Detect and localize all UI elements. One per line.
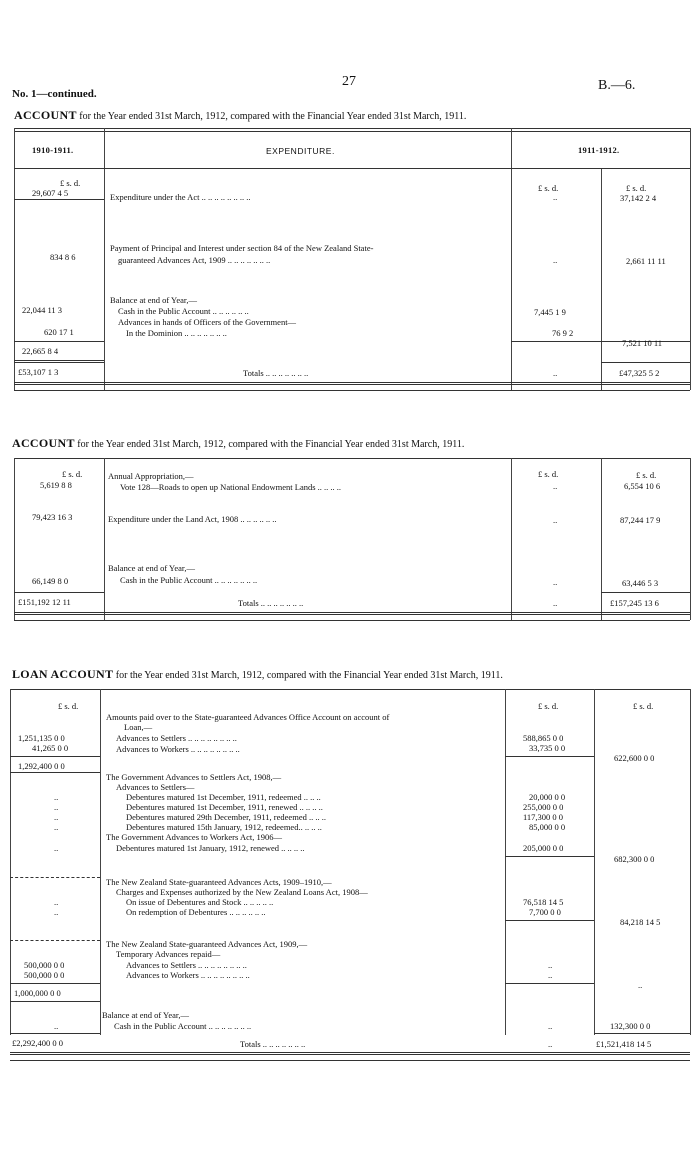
cell-dots: .. [553, 481, 558, 491]
row-text: Advances to Settlers .. .. .. .. .. .. .. .. [126, 960, 247, 970]
section3-title-rest: for the Year ended 31st March, 1912, compared with the Financial Year ended 31st March, 1911. [115, 670, 503, 681]
cell-prev: 79,423 16 3 [32, 512, 73, 522]
row-text: Cash in the Public Account .. .. .. .. .. .. .. [114, 1021, 252, 1031]
row-text: Balance at end of Year,— [102, 1010, 189, 1020]
rule [601, 458, 602, 620]
cell-dots: .. [54, 1021, 59, 1031]
rule [10, 1060, 690, 1061]
row-text: Loan,— [124, 722, 153, 732]
rule [511, 458, 512, 620]
rule [10, 1001, 100, 1002]
row-text: Advances to Workers .. .. .. .. .. .. .. .. [116, 744, 240, 754]
cell-mid: 76 9 2 [552, 328, 574, 338]
total-curr: £47,325 5 2 [619, 368, 660, 378]
currency-unit: £ s. d. [58, 701, 79, 711]
cell-dots: .. [54, 792, 59, 802]
cell-mid: 20,000 0 0 [529, 792, 566, 802]
rule [601, 168, 602, 390]
rule [10, 940, 100, 941]
cell-dots: .. [54, 843, 59, 853]
currency-unit: £ s. d. [62, 469, 83, 479]
rule [594, 689, 595, 1035]
cell-prev: 500,000 0 0 [24, 960, 65, 970]
cell-dots: .. [548, 1039, 553, 1049]
rule [594, 1033, 690, 1034]
row-text: Cash in the Public Account .. .. .. .. .. .. .. [120, 575, 258, 585]
cell-prev: 1,000,000 0 0 [14, 988, 61, 998]
row-text: Cash in the Public Account .. .. .. .. .. .. [118, 306, 249, 316]
series-reference: B.—6. [598, 78, 636, 93]
col-header-1910: 1910-1911. [32, 145, 74, 155]
row-text: Advances to Settlers .. .. .. .. .. .. .. .. [116, 733, 237, 743]
cell-curr: 132,300 0 0 [610, 1021, 651, 1031]
section3-title [12, 667, 503, 682]
total-label: Totals .. .. .. .. .. .. .. [240, 1039, 306, 1049]
cell-mid: 76,518 14 5 [523, 897, 564, 907]
total-prev: £2,292,400 0 0 [12, 1038, 63, 1048]
cell-dots: .. [553, 368, 558, 378]
rule [14, 592, 104, 593]
rule [10, 756, 100, 757]
rule [14, 362, 104, 363]
cell-mid: 85,000 0 0 [529, 822, 566, 832]
rule [601, 362, 690, 363]
section3-title-lead: LOAN ACCOUNT [12, 667, 114, 681]
rule [10, 1052, 690, 1055]
currency-unit: £ s. d. [538, 701, 559, 711]
total-label: Totals .. .. .. .. .. .. .. [238, 598, 304, 608]
rule [505, 983, 594, 984]
cell-prev: 1,292,400 0 0 [18, 761, 65, 771]
currency-unit: £ s. d. [538, 469, 559, 479]
row-text: On redemption of Debentures .. .. .. .. .. .. [126, 907, 266, 917]
cell-dots: .. [54, 822, 59, 832]
row-text: The New Zealand State-guaranteed Advances Act, 1909,— [106, 939, 308, 949]
row-text: Vote 128—Roads to open up National Endowment Lands .. .. .. .. [120, 482, 342, 492]
section2-title-rest: for the Year ended 31st March, 1912, compared with the Financial Year ended 31st March, 1911. [77, 439, 465, 450]
rule [10, 689, 690, 690]
rule [511, 341, 690, 342]
row-text: Annual Appropriation,— [108, 471, 194, 481]
cell-dots: .. [553, 515, 558, 525]
cell-dots: .. [553, 598, 558, 608]
row-text: Balance at end of Year,— [110, 295, 197, 305]
cell-mid: 588,865 0 0 [523, 733, 564, 743]
row-text: Temporary Advances repaid— [116, 949, 221, 959]
row-text: On issue of Debentures and Stock .. .. .. .. .. [126, 897, 274, 907]
row-text: The New Zealand State-guaranteed Advances Acts, 1909–1910,— [106, 877, 332, 887]
row-text: Debentures matured 1st December, 1911, renewed .. .. .. .. [126, 802, 323, 812]
rule [14, 128, 690, 129]
row-text: Payment of Principal and Interest under section 84 of the New Zealand State- [110, 243, 374, 253]
col-header-expenditure: EXPENDITURE. [266, 146, 335, 156]
cell-mid: 7,700 0 0 [529, 907, 561, 917]
rule [690, 458, 691, 620]
cell-prev: 66,149 8 0 [32, 576, 69, 586]
currency-unit: £ s. d. [60, 178, 81, 188]
cell-curr: 622,600 0 0 [614, 753, 655, 763]
cell-dots: .. [553, 192, 558, 202]
cell-curr: 84,218 14 5 [620, 917, 661, 927]
currency-unit: £ s. d. [636, 470, 657, 480]
cell-dots: .. [54, 802, 59, 812]
row-text: Debentures matured 1st December, 1911, redeemed .. .. .. [126, 792, 321, 802]
rule [10, 1033, 100, 1034]
total-prev: £151,192 12 11 [18, 597, 71, 607]
row-text: Balance at end of Year,— [108, 563, 195, 573]
section2-title-lead: ACCOUNT [12, 436, 75, 450]
continued-label [12, 88, 97, 100]
rule [10, 983, 100, 984]
rule [14, 612, 690, 615]
cell-dots: .. [553, 255, 558, 265]
rule [104, 458, 105, 620]
rule [505, 920, 594, 921]
rule [14, 458, 15, 620]
currency-unit: £ s. d. [538, 183, 559, 193]
cell-prev: 5,619 8 8 [40, 480, 72, 490]
rule [100, 689, 101, 1035]
rule [505, 856, 594, 857]
total-curr: £157,245 13 6 [610, 598, 659, 608]
row-text: Expenditure under the Act .. .. .. .. .. .. .. .. [110, 192, 251, 202]
cell-curr: 2,661 11 11 [626, 256, 666, 266]
row-text: Debentures matured 15th January, 1912, redeemed.. .. .. .. [126, 822, 322, 832]
row-text: The Government Advances to Workers Act, 1906— [106, 832, 282, 842]
rule [10, 772, 100, 773]
cell-prev: 41,265 0 0 [32, 743, 69, 753]
cell-curr: 87,244 17 9 [620, 515, 661, 525]
cell-prev: 1,251,135 0 0 [18, 733, 65, 743]
rule [14, 341, 104, 342]
cell-mid: 205,000 0 0 [523, 843, 564, 853]
cell-dots: .. [638, 980, 643, 990]
cell-prev: 500,000 0 0 [24, 970, 65, 980]
cell-dots: .. [553, 577, 558, 587]
row-text: Advances to Workers .. .. .. .. .. .. .. .. [126, 970, 250, 980]
cell-dots: .. [548, 1021, 553, 1031]
cell-prev: 620 17 1 [44, 327, 74, 337]
cell-dots: .. [54, 897, 59, 907]
row-text: Advances in hands of Officers of the Government— [118, 317, 297, 327]
cell-mid: 255,000 0 0 [523, 802, 564, 812]
section1-title-rest: for the Year ended 31st March, 1912, compared with the Financial Year ended 31st March, 1911. [79, 111, 467, 122]
col-header-1911: 1911-1912. [578, 145, 620, 155]
cell-mid: 33,735 0 0 [529, 743, 566, 753]
rule [505, 756, 594, 757]
cell-dots: .. [548, 960, 553, 970]
rule [690, 689, 691, 1035]
row-text: Charges and Expenses authorized by the New Zealand Loans Act, 1908— [116, 887, 368, 897]
section1-title [14, 108, 466, 123]
cell-curr: 37,142 2 4 [620, 193, 657, 203]
cell-dots: .. [54, 812, 59, 822]
rule [601, 592, 690, 593]
continued-text: No. 1—continued. [12, 88, 97, 100]
total-label: Totals .. .. .. .. .. .. .. [243, 368, 309, 378]
cell-mid: 7,445 1 9 [534, 307, 566, 317]
currency-unit: £ s. d. [633, 701, 654, 711]
rule [14, 199, 104, 200]
section2-title [12, 436, 464, 451]
cell-curr: 682,300 0 0 [614, 854, 655, 864]
cell-prev: 22,044 11 3 [22, 305, 63, 315]
row-text: Amounts paid over to the State-guaranteed Advances Office Account on account of [106, 712, 390, 722]
row-text: guaranteed Advances Act, 1909 .. .. .. .. .. .. .. [118, 255, 271, 265]
page-number: 27 [342, 74, 356, 89]
cell-prev: 834 8 6 [50, 252, 76, 262]
cell-prev: 22,665 8 4 [22, 346, 59, 356]
section1-title-lead: ACCOUNT [14, 108, 77, 122]
row-text: Advances to Settlers— [116, 782, 195, 792]
row-text: Debentures matured 1st January, 1912, renewed .. .. .. .. [116, 843, 305, 853]
rule [690, 128, 691, 390]
rule [14, 620, 690, 621]
cell-curr: 63,446 5 3 [622, 578, 659, 588]
cell-prev: 29,607 4 5 [32, 188, 69, 198]
row-text: Debentures matured 29th December, 1911, redeemed .. .. .. [126, 812, 326, 822]
cell-dots: .. [54, 907, 59, 917]
cell-dots: .. [548, 970, 553, 980]
row-text: The Government Advances to Settlers Act, 1908,— [106, 772, 282, 782]
rule [14, 458, 690, 459]
cell-curr: 7,521 10 11 [622, 338, 663, 348]
row-text: Expenditure under the Land Act, 1908 .. .. .. .. .. .. [108, 514, 277, 524]
rule [14, 168, 690, 169]
rule [10, 877, 100, 878]
total-curr: £1,521,418 14 5 [596, 1039, 652, 1049]
row-text: In the Dominion .. .. .. .. .. .. .. [126, 328, 227, 338]
rule [14, 360, 104, 361]
currency-unit: £ s. d. [626, 183, 647, 193]
rule [14, 382, 690, 385]
cell-mid: 117,300 0 0 [523, 812, 564, 822]
cell-curr: 6,554 10 6 [624, 481, 661, 491]
rule [14, 131, 690, 132]
total-prev: £53,107 1 3 [18, 367, 59, 377]
rule [14, 390, 690, 391]
